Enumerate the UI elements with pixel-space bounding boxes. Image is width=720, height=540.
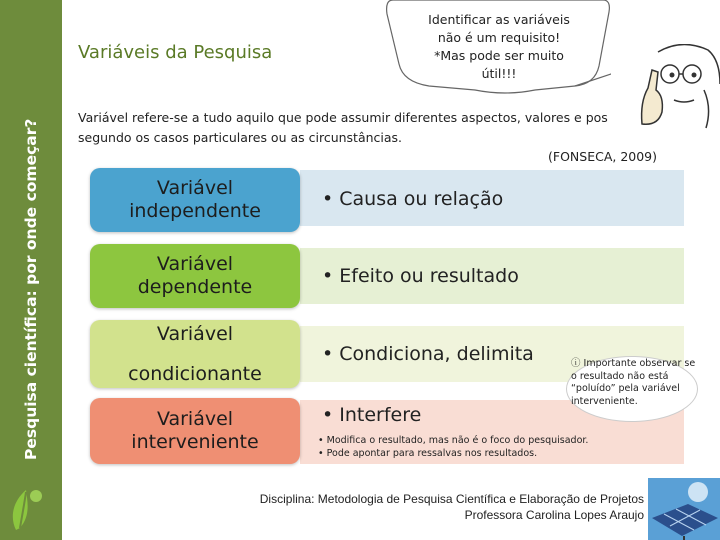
interfere-notes [318,434,588,460]
variable-description: • Efeito ou resultado [322,265,519,287]
note-item: • Pode apontar para ressalvas nos resultados. [318,447,588,460]
variable-box-interveniente [90,398,300,464]
footer [150,491,644,523]
variable-box-dependente [90,244,300,308]
variable-description: • Interfere [322,404,421,426]
bubble-line: Identificar as variáveis [428,12,570,27]
sidebar-title: Pesquisa científica: por onde começar? [22,118,40,460]
variable-box-independente [90,168,300,232]
leaf-logo-icon [6,482,46,534]
variable-description: • Causa ou relação [322,188,503,210]
intro-line: segundo os casos particulares ou as circunstâncias. [78,130,403,145]
bubble-text [410,11,588,83]
bubble-line: útil!!! [481,66,517,81]
intro-line: Variável refere-se a tudo aquilo que pode assumir diferentes aspectos, valores e pos [78,110,608,125]
variable-label: Variável dependente [137,253,253,298]
intro-text [78,108,718,148]
bubble-line: *Mas pode ser muito [434,48,564,63]
footer-course: Disciplina: Metodologia de Pesquisa Científica e Elaboração de Projetos [259,492,644,506]
callout-text: ⓘ Importante observar se o resultado não está “poluído” pela variável interveniente. [571,358,696,407]
variable-description: • Condiciona, delimita [322,343,534,365]
variable-box-condicionante [90,320,300,388]
variable-label: Variável independente [129,177,261,222]
variable-label: Variável condicionante [128,323,262,385]
solar-panel-icon [648,478,720,540]
footer-teacher: Professora Carolina Lopes Araujo [464,508,644,522]
slide-title: Variáveis da Pesquisa [78,42,273,63]
bubble-line: não é um requisito! [437,30,561,45]
citation: (FONSECA, 2009) [548,149,658,164]
variable-label: Variável interveniente [131,408,259,453]
note-item: • Modifica o resultado, mas não é o foco do pesquisador. [318,434,588,447]
